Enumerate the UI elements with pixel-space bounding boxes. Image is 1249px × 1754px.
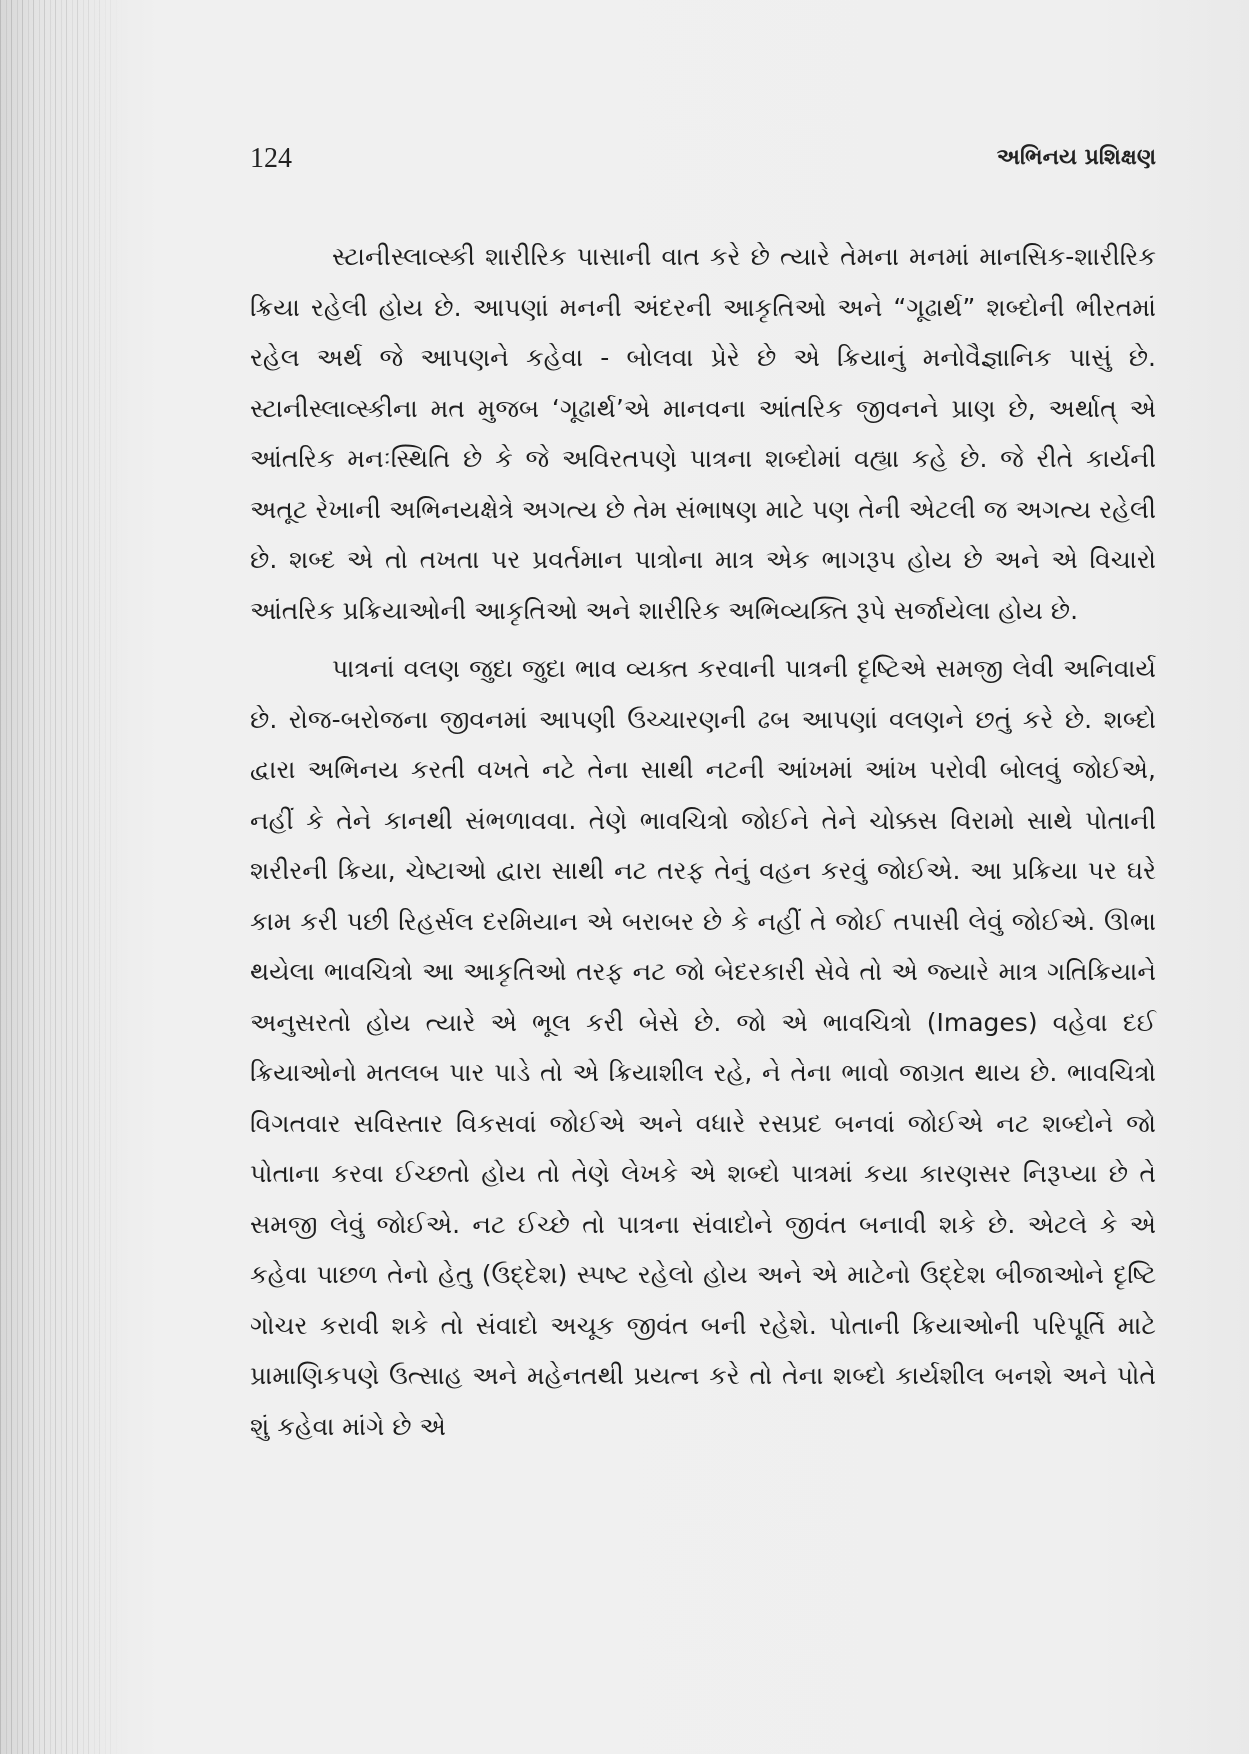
paragraph-2: પાત્રનાં વલણ જુદા જુદા ભાવ વ્યક્ત કરવાની પાત્રની દૃષ્ટિએ સમજી લેવી અનિવાર્ય છે. રોજ-બરોજના જીવનમાં આપણી ઉચ્ચારણની ઢબ આપણાં વલણને છતું કરે છે. શબ્દો દ્વારા અભિનય કરતી વખતે નટે તેના સાથી નટની આંખમાં આંખ પરોવી બોલવું જોઈએ, નહીં કે તેને કાનથી સંભળાવવા. તેણે ભાવચિત્રો જોઈને તેને ચોક્કસ વિરામો સાથે પોતાની શરીરની ક્રિયા, ચેષ્ટાઓ દ્વારા સાથી નટ તરફ તેનું વહન કરવું જોઈએ. આ પ્રક્રિયા પર ઘરે કામ કરી પછી રિહર્સલ દરમિયાન એ બરાબર છે કે નહીં તે જોઈ તપાસી લેવું જોઈએ. ઊભા થયેલા ભાવચિત્રો આ આકૃતિઓ તરફ નટ જો બેદરકારી સેવે તો એ જ્યારે માત્ર ગતિક્રિયાને અનુસરતો હોય ત્યારે એ ભૂલ કરી બેસે છે. જો એ ભાવચિત્રો (Images) વહેવા દઈ ક્રિયાઓનો મતલબ પાર પાડે તો એ ક્રિયાશીલ રહે, ને તેના ભાવો જાગ્રત થાય છે. ભાવચિત્રો વિગતવાર સવિસ્તાર વિકસવાં જોઈએ અને વધારે રસપ્રદ બનવાં જોઈએ નટ શબ્દોને જો પોતાના કરવા ઈચ્છતો હોય તો તેણે લેખકે એ શબ્દો પાત્રમાં કયા કારણસર નિરૂપ્યા છે તે સમજી લેવું જોઈએ. નટ ઈચ્છે તો પાત્રના સંવાદોને જીવંત બનાવી શકે છે. એટલે કે એ કહેવા પાછળ તેનો હેતુ (ઉદ્દેશ) સ્પષ્ટ રહેલો હોય અને એ માટેનો ઉદ્દેશ બીજાઓને દૃષ્ટિ ગોચર કરાવી શકે તો સંવાદો અચૂક જીવંત બની રહેશે. પોતાની ક્રિયાઓની પરિપૂર્તિ માટે પ્રામાણિકપણે ઉત્સાહ અને મહેનતથી પ્રયત્ન કરે તો તેના શબ્દો કાર્યશીલ બનશે અને પોતે શું કહેવા માંગે છે એ (250, 654, 1156, 1441)
body-text (250, 232, 1156, 1460)
stacked-page-edges (0, 0, 125, 1754)
page-header (250, 143, 1156, 183)
running-title: અભિનય પ્રશિક્ષણ (996, 145, 1156, 170)
paragraph-1: સ્ટાનીસ્લાવ્સ્કી શારીરિક પાસાની વાત કરે છે ત્યારે તેમના મનમાં માનસિક-શારીરિક ક્રિયા રહેલી હોય છે. આપણાં મનની અંદરની આકૃતિઓ અને “ગૂઢાર્થ” શબ્દોની ભીરતમાં રહેલ અર્થ જે આપણને કહેવા - બોલવા પ્રેરે છે એ ક્રિયાનું મનોવૈજ્ઞાનિક પાસું છે. સ્ટાનીસ્લાવ્સ્કીના મત મુજબ ‘ગૂઢાર્થ’એ માનવના આંતરિક જીવનને પ્રાણ છે, અર્થાત્ એ આંતરિક મનઃસ્થિતિ છે કે જે અવિરતપણે પાત્રના શબ્દોમાં વહ્યા કહે છે. જે રીતે કાર્યની અતૂટ રેખાની અભિનયક્ષેત્રે અગત્ય છે તેમ સંભાષણ માટે પણ તેની એટલી જ અગત્ય રહેલી છે. શબ્દ એ તો તખતા પર પ્રવર્તમાન પાત્રોના માત્ર એક ભાગરૂપ હોય છે અને એ વિચારો આંતરિક પ્રક્રિયાઓની આકૃતિઓ અને શારીરિક અભિવ્યક્તિ રૂપે સર્જાયેલા હોય છે. (250, 242, 1156, 625)
page-number: 124 (250, 143, 292, 174)
